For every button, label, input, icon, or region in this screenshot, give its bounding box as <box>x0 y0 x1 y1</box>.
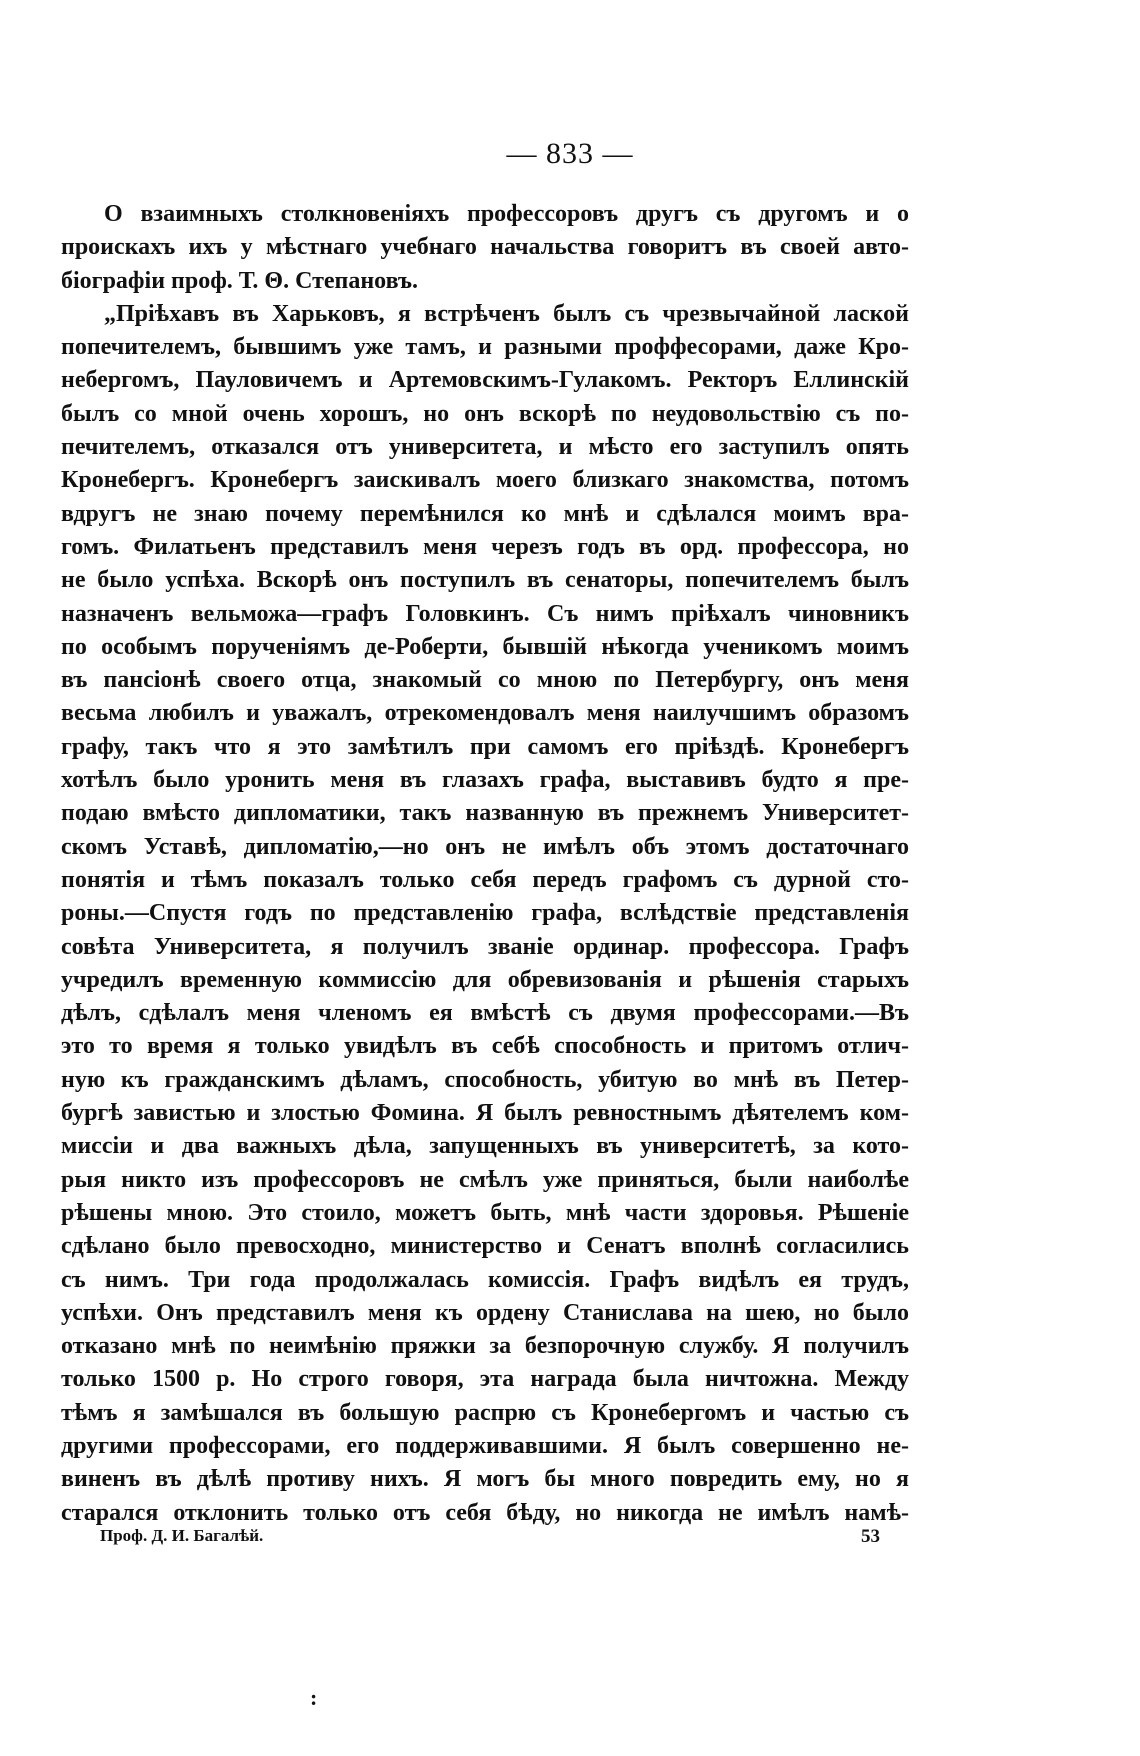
text-line: сдѣлано было превосходно, министерство и Сенатъ вполнѣ согласились <box>61 1233 909 1260</box>
text-line: другими профессорами, его поддерживавшими. Я былъ совершенно не- <box>61 1432 909 1459</box>
text-line: тѣмъ я замѣшался въ большую распрю съ Кронебергомъ и частью съ <box>61 1399 909 1426</box>
text-line: проискахъ ихъ у мѣстнаго учебнаго начальства говоритъ въ своей авто- <box>61 234 909 261</box>
text-line: миссіи и два важныхъ дѣла, запущенныхъ въ университетѣ, за кото- <box>61 1133 909 1160</box>
sheet-signature: 53 <box>861 1526 880 1547</box>
text-line: въ пансіонѣ своего отца, знакомый со мною по Петербургу, онъ меня <box>61 667 909 694</box>
text-line: Кронебергъ. Кронебергъ заискивалъ моего близкаго знакомства, потомъ <box>61 467 909 494</box>
text-line: хотѣлъ было уронить меня въ глазахъ графа, выставивъ будто я пре- <box>61 767 909 794</box>
page-number: — 833 — <box>506 137 634 170</box>
text-line: скомъ Уставѣ, дипломатію,—но онъ не имѣлъ объ этомъ достаточнаго <box>61 833 909 860</box>
text-line: попечителемъ, бывшимъ уже тамъ, и разными проффесорами, даже Кро- <box>61 334 909 361</box>
text-line: это то время я только увидѣлъ въ себѣ способность и притомъ отлич- <box>61 1033 909 1060</box>
text-line: только 1500 р. Но строго говоря, эта награда была ничтожна. Между <box>61 1366 909 1393</box>
body-text <box>61 198 909 1530</box>
text-line: старался отклонить только отъ себя бѣду, но никогда не имѣлъ намѣ- <box>61 1499 909 1526</box>
text-line: учредилъ временную коммиссію для обревизованія и рѣшенія старыхъ <box>61 966 909 993</box>
text-line: весьма любилъ и уважалъ, отрекомендовалъ меня наилучшимъ образомъ <box>61 700 909 727</box>
text-line: ную къ гражданскимъ дѣламъ, способность, убитую во мнѣ въ Петер- <box>61 1066 909 1093</box>
text-line: гомъ. Филатьенъ представилъ меня черезъ годъ въ орд. профессора, но <box>61 533 909 560</box>
text-line: виненъ въ дѣлѣ противу нихъ. Я могъ бы много повредить ему, но я <box>61 1466 909 1493</box>
text-line: графу, такъ что я это замѣтилъ при самомъ его пріѣздѣ. Кронебергъ <box>61 733 909 760</box>
text-line: не было успѣха. Вскорѣ онъ поступилъ въ сенаторы, попечителемъ былъ <box>61 567 909 594</box>
page-footer <box>100 1526 880 1552</box>
text-line: „Пріѣхавъ въ Харьковъ, я встрѣченъ былъ съ чрезвычайной лаской <box>104 300 909 327</box>
text-line: по особымъ порученіямъ де-Роберти, бывшій нѣкогда ученикомъ моимъ <box>61 633 909 660</box>
text-line: біографіи проф. Т. Θ. Степановъ. <box>61 267 418 294</box>
text-line: съ нимъ. Три года продолжалась комиссія. Графъ видѣлъ ея трудъ, <box>61 1266 909 1293</box>
text-line: рыя никто изъ профессоровъ не смѣлъ уже приняться, были наиболѣе <box>61 1166 909 1193</box>
text-line: отказано мнѣ по неимѣнію пряжки за безпорочную службу. Я получилъ <box>61 1333 909 1360</box>
footer-author: Проф. Д. И. Багалѣй. <box>100 1526 264 1545</box>
text-line: былъ со мной очень хорошъ, но онъ вскорѣ по неудовольствію съ по- <box>61 400 909 427</box>
text-line: подаю вмѣсто дипломатики, такъ названную въ прежнемъ Университет- <box>61 800 909 827</box>
text-line: бургѣ завистью и злостью Фомина. Я былъ ревностнымъ дѣятелемъ ком- <box>61 1100 909 1127</box>
text-line: небергомъ, Пауловичемъ и Артемовскимъ-Гулакомъ. Ректоръ Еллинскій <box>61 367 909 394</box>
text-line: роны.—Спустя годъ по представленію графа, вслѣдствіе представленія <box>61 900 909 927</box>
print-mark: : <box>310 1685 318 1710</box>
text-line: дѣлъ, сдѣлалъ меня членомъ ея вмѣстѣ съ двумя профессорами.—Въ <box>61 1000 909 1027</box>
text-line: вдругъ не знаю почему перемѣнился ко мнѣ и сдѣлался моимъ вра- <box>61 500 909 527</box>
text-line: рѣшены мною. Это стоило, можетъ быть, мнѣ части здоровья. Рѣшеніе <box>61 1199 909 1226</box>
text-line: совѣта Университета, я получилъ званіе ординар. профессора. Графъ <box>61 933 909 960</box>
text-line: печителемъ, отказался отъ университета, и мѣсто его заступилъ опять <box>61 434 909 461</box>
text-line: понятія и тѣмъ показалъ только себя передъ графомъ съ дурной сто- <box>61 866 909 893</box>
text-line: успѣхи. Онъ представилъ меня къ ордену Станислава на шею, но было <box>61 1299 909 1326</box>
text-line: назначенъ вельможа—графъ Головкинъ. Съ нимъ пріѣхалъ чиновникъ <box>61 600 909 627</box>
text-line: О взаимныхъ столкновеніяхъ профессоровъ другъ съ другомъ и о <box>104 201 909 227</box>
